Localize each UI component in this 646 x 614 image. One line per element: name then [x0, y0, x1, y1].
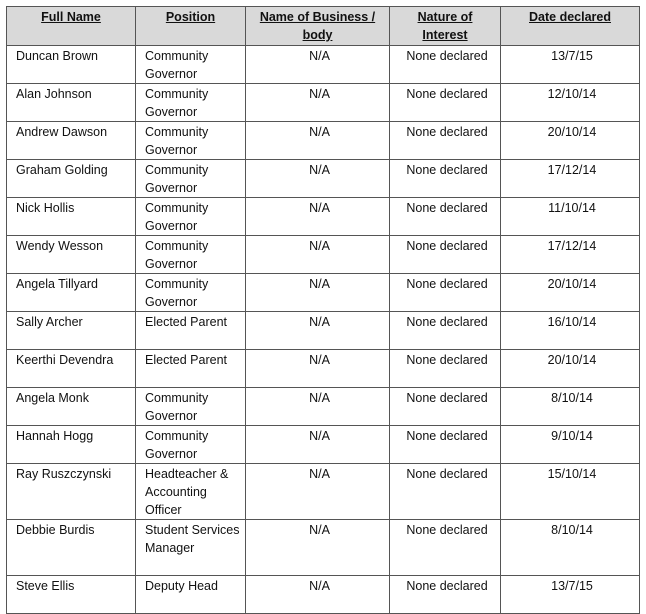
- cell-date: 11/10/14: [501, 198, 640, 236]
- cell-date: 13/7/15: [501, 576, 640, 614]
- cell-position: Elected Parent: [136, 312, 246, 350]
- cell-position: Community Governor: [136, 236, 246, 274]
- cell-date: 15/10/14: [501, 464, 640, 520]
- cell-name: Debbie Burdis: [7, 520, 136, 576]
- cell-business: N/A: [246, 84, 390, 122]
- table-row: [7, 350, 640, 388]
- cell-position: Community Governor: [136, 160, 246, 198]
- cell-interest: None declared: [390, 274, 501, 312]
- cell-date: 20/10/14: [501, 122, 640, 160]
- table-row: [7, 274, 640, 312]
- table-row: [7, 198, 640, 236]
- table-row: [7, 520, 640, 576]
- cell-position: Deputy Head: [136, 576, 246, 614]
- cell-interest: None declared: [390, 520, 501, 576]
- table-row: [7, 122, 640, 160]
- table-row: [7, 84, 640, 122]
- cell-interest: None declared: [390, 426, 501, 464]
- cell-business: N/A: [246, 350, 390, 388]
- header-position: Position: [136, 7, 246, 46]
- cell-interest: None declared: [390, 160, 501, 198]
- table-row: [7, 312, 640, 350]
- cell-name: Keerthi Devendra: [7, 350, 136, 388]
- cell-business: N/A: [246, 274, 390, 312]
- cell-name: Alan Johnson: [7, 84, 136, 122]
- cell-date: 16/10/14: [501, 312, 640, 350]
- cell-interest: None declared: [390, 84, 501, 122]
- table-row: [7, 576, 640, 614]
- cell-position: Community Governor: [136, 426, 246, 464]
- cell-business: N/A: [246, 426, 390, 464]
- cell-position: Elected Parent: [136, 350, 246, 388]
- cell-position: Community Governor: [136, 274, 246, 312]
- table-row: [7, 426, 640, 464]
- cell-date: 17/12/14: [501, 160, 640, 198]
- cell-name: Nick Hollis: [7, 198, 136, 236]
- cell-business: N/A: [246, 122, 390, 160]
- table-row: [7, 160, 640, 198]
- cell-name: Duncan Brown: [7, 46, 136, 84]
- header-row: [7, 7, 640, 46]
- cell-name: Sally Archer: [7, 312, 136, 350]
- cell-business: N/A: [246, 46, 390, 84]
- cell-interest: None declared: [390, 236, 501, 274]
- cell-position: Community Governor: [136, 122, 246, 160]
- declarations-table: [6, 6, 640, 614]
- cell-position: Headteacher & Accounting Officer: [136, 464, 246, 520]
- cell-position: Community Governor: [136, 84, 246, 122]
- cell-date: 20/10/14: [501, 350, 640, 388]
- header-interest: Nature of Interest: [390, 7, 501, 46]
- cell-name: Graham Golding: [7, 160, 136, 198]
- cell-business: N/A: [246, 576, 390, 614]
- cell-interest: None declared: [390, 388, 501, 426]
- cell-interest: None declared: [390, 122, 501, 160]
- cell-interest: None declared: [390, 46, 501, 84]
- header-business: Name of Business / body: [246, 7, 390, 46]
- table-row: [7, 464, 640, 520]
- cell-date: 13/7/15: [501, 46, 640, 84]
- cell-date: 9/10/14: [501, 426, 640, 464]
- cell-date: 8/10/14: [501, 520, 640, 576]
- cell-name: Ray Ruszczynski: [7, 464, 136, 520]
- cell-name: Hannah Hogg: [7, 426, 136, 464]
- table-row: [7, 236, 640, 274]
- header-full-name: Full Name: [7, 7, 136, 46]
- cell-business: N/A: [246, 160, 390, 198]
- cell-business: N/A: [246, 464, 390, 520]
- table-body: [7, 46, 640, 614]
- cell-interest: None declared: [390, 464, 501, 520]
- cell-date: 17/12/14: [501, 236, 640, 274]
- cell-name: Steve Ellis: [7, 576, 136, 614]
- cell-position: Community Governor: [136, 388, 246, 426]
- cell-date: 12/10/14: [501, 84, 640, 122]
- cell-interest: None declared: [390, 576, 501, 614]
- cell-position: Student Services Manager: [136, 520, 246, 576]
- cell-business: N/A: [246, 236, 390, 274]
- cell-business: N/A: [246, 520, 390, 576]
- table-row: [7, 388, 640, 426]
- cell-business: N/A: [246, 312, 390, 350]
- cell-interest: None declared: [390, 312, 501, 350]
- cell-business: N/A: [246, 198, 390, 236]
- cell-interest: None declared: [390, 350, 501, 388]
- cell-date: 8/10/14: [501, 388, 640, 426]
- table-row: [7, 46, 640, 84]
- cell-position: Community Governor: [136, 46, 246, 84]
- cell-name: Andrew Dawson: [7, 122, 136, 160]
- cell-interest: None declared: [390, 198, 501, 236]
- header-date: Date declared: [501, 7, 640, 46]
- cell-business: N/A: [246, 388, 390, 426]
- cell-date: 20/10/14: [501, 274, 640, 312]
- cell-name: Wendy Wesson: [7, 236, 136, 274]
- cell-name: Angela Tillyard: [7, 274, 136, 312]
- cell-name: Angela Monk: [7, 388, 136, 426]
- cell-position: Community Governor: [136, 198, 246, 236]
